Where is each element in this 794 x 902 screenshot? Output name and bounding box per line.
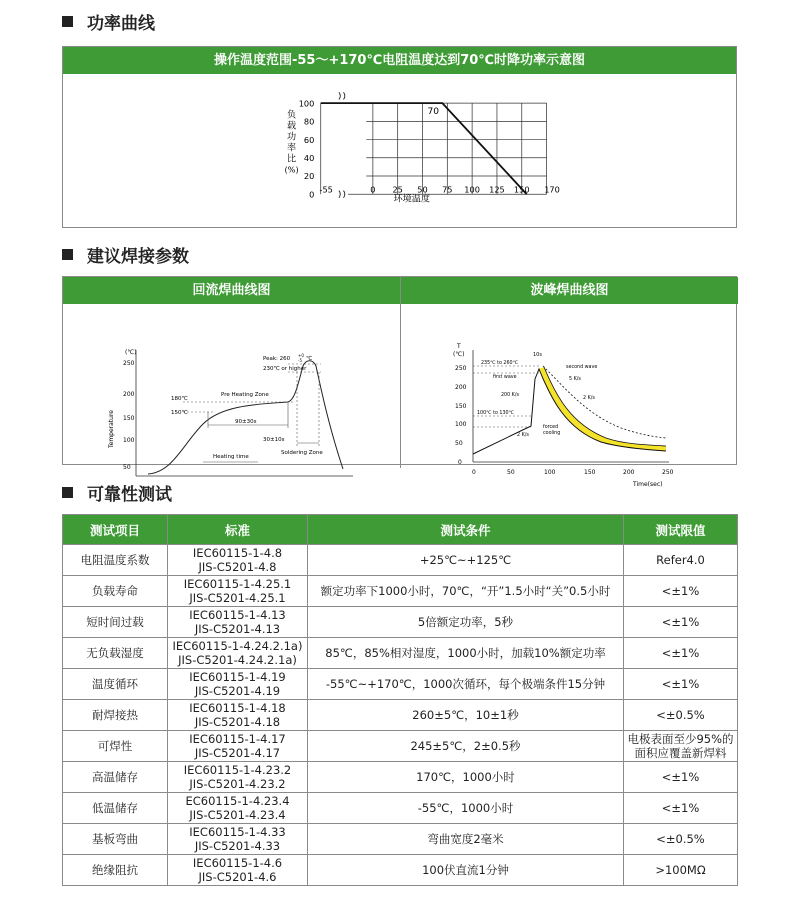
xtick-label: 150 bbox=[513, 184, 530, 195]
reliability-table bbox=[62, 514, 738, 886]
test-item-cell bbox=[63, 762, 168, 793]
standard-cell bbox=[168, 638, 308, 669]
reflow-column bbox=[63, 277, 400, 471]
ytick-label: 100 bbox=[298, 98, 315, 109]
wave-xtick: 0 bbox=[472, 469, 476, 476]
column-header: 测试限值 bbox=[624, 515, 738, 545]
ylabel-char: 功 bbox=[287, 132, 297, 143]
wave-second-wave: second wave bbox=[566, 365, 598, 370]
standard-iec: IEC60115-1-4.6 bbox=[192, 856, 283, 870]
derating-panel bbox=[62, 46, 737, 228]
test-item-cell bbox=[63, 638, 168, 669]
standard-cell bbox=[168, 607, 308, 638]
reflow-ytick: 200 bbox=[123, 391, 135, 398]
table-row bbox=[63, 576, 738, 607]
test-limit: <±1% bbox=[661, 677, 700, 691]
wave-ytick: 150 bbox=[455, 403, 467, 410]
limit-cell bbox=[624, 824, 738, 855]
higher-label: 230℃ or higher bbox=[263, 366, 307, 372]
test-item: 绝缘阻抗 bbox=[92, 863, 138, 877]
table-row bbox=[63, 669, 738, 700]
reflow-ytick: 150 bbox=[123, 415, 135, 422]
axis-break-bottom-icon bbox=[339, 191, 345, 198]
test-item-cell bbox=[63, 545, 168, 576]
xtick-label: 25 bbox=[392, 184, 403, 195]
test-item: 负载寿命 bbox=[92, 584, 138, 598]
test-limit: Refer4.0 bbox=[656, 553, 705, 567]
reflow-ytick: 100 bbox=[123, 437, 135, 444]
condition-cell bbox=[308, 762, 624, 793]
heating-time-label: Heating time bbox=[213, 454, 249, 460]
test-item-cell bbox=[63, 700, 168, 731]
condition-cell bbox=[308, 638, 624, 669]
table-row bbox=[63, 545, 738, 576]
section-title-power-curve bbox=[62, 9, 155, 34]
wave-rate2a: 2 K/s bbox=[583, 396, 595, 401]
standard-cell bbox=[168, 731, 308, 762]
standard-cell bbox=[168, 545, 308, 576]
bullet-square-icon bbox=[62, 16, 73, 27]
column-header: 测试条件 bbox=[308, 515, 624, 545]
peak-label: Peak: 260 bbox=[263, 356, 291, 362]
limit-cell bbox=[624, 731, 738, 762]
test-limit: <±1% bbox=[661, 646, 700, 660]
standard-iec: IEC60115-1-4.24.2.1a) bbox=[172, 639, 303, 653]
condition-cell bbox=[308, 824, 624, 855]
bullet-square-icon bbox=[62, 487, 73, 498]
preheat-label: Pre Heating Zone bbox=[221, 392, 269, 398]
table-row bbox=[63, 607, 738, 638]
column-header: 测试项目 bbox=[63, 515, 168, 545]
wave-xtick: 250 bbox=[662, 469, 674, 476]
xtick-label: 170 bbox=[544, 184, 560, 195]
test-condition: 额定功率下1000小时，70℃，“开”1.5小时“关”0.5小时 bbox=[320, 584, 611, 598]
knee-label: 70 bbox=[427, 107, 440, 118]
ylabel-char: 比 bbox=[287, 154, 297, 165]
test-item: 高温储存 bbox=[92, 770, 138, 784]
test-item: 电阻温度系数 bbox=[80, 553, 150, 567]
wave-column bbox=[400, 277, 738, 488]
ytick-label: 60 bbox=[303, 134, 315, 145]
test-limit-line2: 面积应覆盖新焊料 bbox=[634, 746, 727, 760]
standard-iec: IEC60115-1-4.17 bbox=[189, 732, 286, 746]
wave-xtick: 200 bbox=[623, 469, 635, 476]
wave-rate200: 200 K/s bbox=[501, 393, 519, 398]
test-limit: <±0.5% bbox=[656, 832, 705, 846]
test-item: 可焊性 bbox=[97, 739, 133, 753]
wave-chart bbox=[401, 304, 738, 488]
ytick-label: 20 bbox=[303, 171, 315, 182]
column-header: 标准 bbox=[168, 515, 308, 545]
wave-rate5: 5 K/s bbox=[569, 377, 581, 382]
wave-xlabel: Time(sec) bbox=[633, 481, 663, 488]
preheat-time-label: 90±30s bbox=[235, 419, 257, 425]
standard-jis: JIS-C5201-4.19 bbox=[194, 684, 281, 698]
standard-jis: JIS-C5201-4.17 bbox=[194, 746, 281, 760]
table-header-row bbox=[63, 515, 738, 545]
limit-cell bbox=[624, 607, 738, 638]
wave-title: 波峰焊曲线图 bbox=[401, 277, 738, 304]
wave-unit-c: (℃) bbox=[453, 351, 465, 358]
condition-cell bbox=[308, 607, 624, 638]
test-item-cell bbox=[63, 855, 168, 886]
condition-cell bbox=[308, 731, 624, 762]
test-item-cell bbox=[63, 731, 168, 762]
standard-iec: IEC60115-1-4.23.2 bbox=[183, 763, 292, 777]
wave-ytick: 250 bbox=[455, 365, 467, 372]
ylabel-char: 率 bbox=[287, 143, 297, 154]
derating-chart bbox=[63, 74, 736, 227]
t150-label: 150℃ bbox=[171, 410, 188, 416]
wave-ytick: 50 bbox=[455, 440, 463, 447]
xtick-label: 125 bbox=[489, 184, 505, 195]
condition-cell bbox=[308, 545, 624, 576]
peak-unit: ℃ bbox=[306, 356, 313, 362]
test-limit: >100MΩ bbox=[655, 863, 706, 877]
standard-iec: EC60115-1-4.23.4 bbox=[185, 794, 290, 808]
test-condition: 弯曲宽度2毫米 bbox=[427, 832, 504, 846]
standard-iec: IEC60115-1-4.8 bbox=[192, 546, 283, 560]
section-title-text: 建议焊接参数 bbox=[87, 247, 189, 267]
test-limit: <±1% bbox=[661, 801, 700, 815]
test-condition: 85℃，85%相对湿度，1000小时，加载10%额定功率 bbox=[325, 646, 606, 660]
wave-rate2b: 2 K/s bbox=[517, 433, 529, 438]
test-item: 短时间过载 bbox=[86, 615, 144, 629]
standard-iec: IEC60115-1-4.33 bbox=[189, 825, 286, 839]
condition-cell bbox=[308, 793, 624, 824]
wave-first-wave: first wave bbox=[493, 375, 517, 380]
standard-iec: IEC60115-1-4.18 bbox=[189, 701, 286, 715]
standard-jis: JIS-C5201-4.24.2.1a) bbox=[178, 653, 297, 667]
test-item: 基板弯曲 bbox=[92, 832, 138, 846]
reflow-ytick: 50 bbox=[123, 464, 131, 471]
derating-yticks bbox=[299, 98, 315, 199]
limit-cell bbox=[624, 545, 738, 576]
wave-cooling: cooling bbox=[543, 431, 561, 436]
xtick-label: 50 bbox=[417, 184, 428, 195]
table-row bbox=[63, 824, 738, 855]
table-row bbox=[63, 762, 738, 793]
standard-cell bbox=[168, 700, 308, 731]
test-item: 无负载湿度 bbox=[86, 646, 144, 660]
test-condition: +25℃~+125℃ bbox=[419, 553, 512, 567]
derating-xticks bbox=[320, 184, 560, 194]
standard-iec: IEC60115-1-4.25.1 bbox=[183, 577, 292, 591]
soldering-panel bbox=[62, 276, 737, 488]
reflow-unit: (℃) bbox=[125, 349, 137, 356]
test-condition: -55℃~+170℃，1000次循环，每个极端条件15分钟 bbox=[325, 677, 606, 691]
test-item: 耐焊接热 bbox=[92, 708, 138, 722]
standard-jis: JIS-C5201-4.33 bbox=[194, 839, 281, 853]
limit-cell bbox=[624, 576, 738, 607]
wave-ytick: 0 bbox=[458, 459, 462, 466]
table-row bbox=[63, 793, 738, 824]
derating-xlabel: 环境温度 bbox=[393, 194, 430, 205]
axis-break-top-icon bbox=[339, 92, 345, 99]
test-item-cell bbox=[63, 607, 168, 638]
ytick-label: 40 bbox=[303, 152, 315, 163]
standard-iec: IEC60115-1-4.13 bbox=[189, 608, 286, 622]
table-row bbox=[63, 855, 738, 886]
condition-cell bbox=[308, 700, 624, 731]
ylabel-char: (%) bbox=[284, 164, 299, 175]
test-condition: 170℃，1000小时 bbox=[416, 770, 515, 784]
table-body bbox=[63, 545, 738, 886]
wave-unit-t: T bbox=[457, 343, 461, 350]
condition-cell bbox=[308, 669, 624, 700]
derating-ylabel bbox=[284, 109, 298, 175]
test-limit: <±0.5% bbox=[656, 708, 705, 722]
bullet-square-icon bbox=[62, 249, 73, 260]
standard-iec: IEC60115-1-4.19 bbox=[189, 670, 286, 684]
limit-cell bbox=[624, 793, 738, 824]
standard-jis: JIS-C5201-4.23.4 bbox=[189, 808, 286, 822]
test-item-cell bbox=[63, 793, 168, 824]
t180-label: 180℃ bbox=[171, 396, 188, 402]
section-title-text: 功率曲线 bbox=[87, 14, 155, 34]
solder-zone-label: Soldering Zone bbox=[281, 450, 323, 456]
standard-jis: JIS-C5201-4.18 bbox=[194, 715, 281, 729]
peak-tol-top: +0 bbox=[298, 353, 304, 358]
wave-ytick: 100 bbox=[455, 421, 467, 428]
xtick-label: 75 bbox=[442, 184, 453, 195]
ylabel-char: 负 bbox=[287, 110, 297, 121]
condition-cell bbox=[308, 576, 624, 607]
limit-cell bbox=[624, 855, 738, 886]
standard-jis: JIS-C5201-4.13 bbox=[194, 622, 281, 636]
standard-cell bbox=[168, 669, 308, 700]
limit-cell bbox=[624, 700, 738, 731]
standard-cell bbox=[168, 824, 308, 855]
derating-header: 操作温度范围-55～+170℃电阻温度达到70℃时降功率示意图 bbox=[63, 47, 736, 74]
wave-xtick: 50 bbox=[507, 469, 515, 476]
test-item-cell bbox=[63, 576, 168, 607]
test-limit: <±1% bbox=[661, 770, 700, 784]
test-condition: 100伏直流1分钟 bbox=[422, 863, 509, 877]
standard-cell bbox=[168, 576, 308, 607]
derating-curve bbox=[321, 103, 527, 194]
wave-range-label: 235℃ to 260℃ bbox=[481, 361, 518, 366]
standard-jis: JIS-C5201-4.6 bbox=[198, 870, 277, 884]
peak-tol-bottom: -5 bbox=[298, 358, 302, 363]
condition-cell bbox=[308, 855, 624, 886]
test-item-cell bbox=[63, 824, 168, 855]
test-limit: 电极表面至少95%的 bbox=[627, 732, 734, 746]
standard-cell bbox=[168, 793, 308, 824]
limit-cell bbox=[624, 762, 738, 793]
test-item: 低温储存 bbox=[92, 801, 138, 815]
limit-cell bbox=[624, 638, 738, 669]
standard-cell bbox=[168, 855, 308, 886]
section-title-text: 可靠性测试 bbox=[87, 485, 172, 505]
ylabel-char: 载 bbox=[287, 121, 297, 132]
xtick-label: 100 bbox=[464, 184, 480, 195]
wave-forced: forced bbox=[543, 425, 559, 430]
section-title-soldering bbox=[62, 242, 189, 267]
test-limit: <±1% bbox=[661, 615, 700, 629]
xtick-label: -55 bbox=[319, 184, 333, 195]
test-condition: 260±5℃，10±1秒 bbox=[412, 708, 519, 722]
test-condition: 5倍额定功率，5秒 bbox=[417, 615, 514, 629]
standard-jis: JIS-C5201-4.23.2 bbox=[189, 777, 286, 791]
ytick-label: 0 bbox=[309, 189, 315, 200]
table-row bbox=[63, 638, 738, 669]
reflow-title: 回流焊曲线图 bbox=[63, 277, 400, 304]
xtick-label: 0 bbox=[370, 184, 376, 195]
test-item-cell bbox=[63, 669, 168, 700]
reflow-ytick: 250 bbox=[123, 360, 135, 367]
test-item: 温度循环 bbox=[92, 677, 138, 691]
standard-jis: JIS-C5201-4.8 bbox=[198, 560, 277, 574]
wave-xtick: 150 bbox=[584, 469, 596, 476]
reflow-ylabel: Temperature bbox=[108, 409, 115, 449]
table-row bbox=[63, 731, 738, 762]
wave-xtick: 100 bbox=[544, 469, 556, 476]
test-limit: <±1% bbox=[661, 584, 700, 598]
solder-time-label: 30±10s bbox=[263, 437, 285, 443]
reflow-chart bbox=[63, 304, 400, 471]
standard-jis: JIS-C5201-4.25.1 bbox=[189, 591, 286, 605]
forced-cooling-band bbox=[539, 367, 666, 451]
section-title-reliability bbox=[62, 480, 172, 505]
wave-preheat-label: 100℃ to 130℃ bbox=[477, 411, 514, 416]
ytick-label: 80 bbox=[303, 116, 315, 127]
standard-cell bbox=[168, 762, 308, 793]
test-condition: 245±5℃，2±0.5秒 bbox=[410, 739, 521, 753]
wave-10s: 10s bbox=[533, 352, 542, 358]
limit-cell bbox=[624, 669, 738, 700]
table-row bbox=[63, 700, 738, 731]
wave-ytick: 200 bbox=[455, 384, 467, 391]
test-condition: -55℃，1000小时 bbox=[417, 801, 514, 815]
